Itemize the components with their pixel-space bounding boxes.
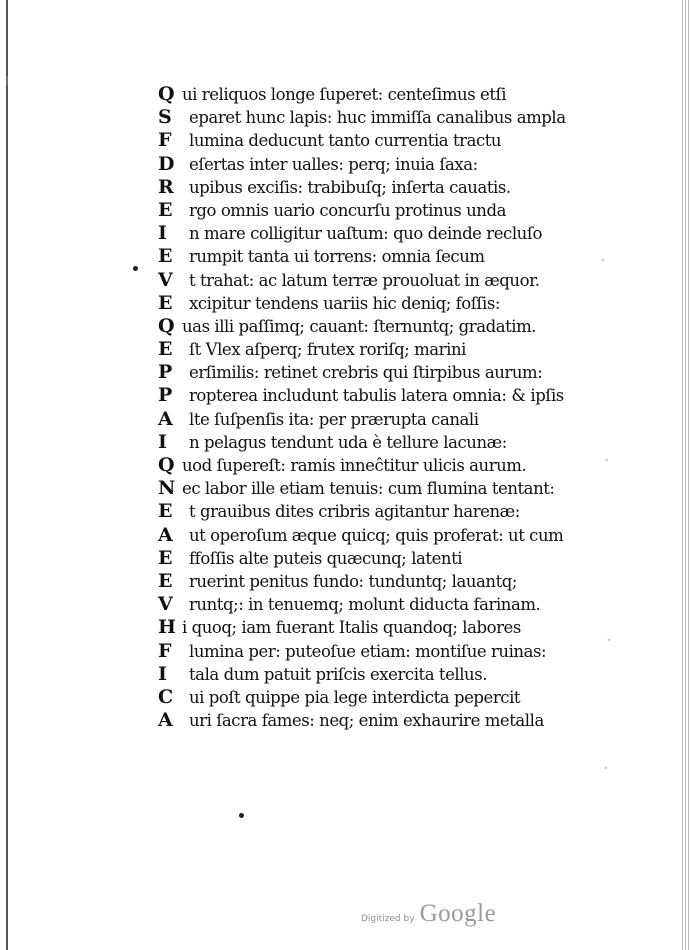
verse-line: [158, 83, 628, 106]
verse-line: [158, 686, 628, 709]
verse-text: t grauibus dites cribris agitantur harenæ:: [189, 502, 520, 522]
verse-line: [158, 338, 628, 361]
verse-line: [158, 431, 628, 454]
verse-line: [158, 176, 628, 199]
verse-text: ropterea includunt tabulis latera omnia: & ipſis: [189, 386, 564, 406]
verse-initial: V: [158, 593, 173, 616]
verse-line: [158, 477, 628, 500]
verse-text: erſimilis: retinet crebris qui ſtirpibus aurum:: [189, 363, 543, 383]
verse-line: [158, 315, 628, 338]
verse-text: uod ſupereſt: ramis inneĉtitur ulicis aurum.: [182, 456, 527, 475]
verse-text: upibus exciſis: trabibuſq; inſerta cauatis.: [189, 177, 511, 197]
verse-line: [158, 570, 628, 593]
verse-line: [158, 547, 628, 570]
bleed-through-mark: ·: [603, 758, 609, 779]
verse-text: lumina deducunt tanto currentia tractu: [189, 131, 502, 151]
verse-block: [158, 83, 628, 732]
verse-line: [158, 709, 628, 732]
verse-initial: A: [158, 407, 173, 430]
verse-text: uri ſacra fames: neq; enim exhaurire metalla: [189, 711, 544, 731]
bleed-through-mark: ·: [600, 250, 606, 271]
verse-initial: D: [158, 152, 175, 175]
verse-text: ec labor ille etiam tenuis: cum flumina tentant:: [182, 479, 555, 499]
verse-line: [158, 640, 628, 663]
verse-initial: E: [158, 245, 173, 268]
verse-text: runtq;: in tenuemq; molunt diducta farinam.: [189, 595, 541, 615]
verse-initial: E: [158, 198, 173, 221]
verse-initial: A: [158, 523, 173, 546]
verse-initial: A: [158, 709, 173, 732]
bleed-through-mark: ·: [606, 630, 612, 651]
verse-text: ffoſſis alte puteis quæcunq; latenti: [189, 548, 463, 568]
verse-initial: Q: [158, 83, 175, 105]
verse-initial: H: [158, 616, 176, 639]
verse-initial: E: [158, 291, 173, 314]
verse-line: [158, 245, 628, 268]
verse-initial: C: [158, 685, 174, 708]
verse-line: [158, 199, 628, 222]
verse-initial: V: [158, 268, 173, 291]
verse-text: tala dum patuit priſcis exercita tellus.: [189, 664, 488, 684]
verse-initial: N: [158, 477, 176, 500]
verse-line: [158, 593, 628, 616]
verse-line: [158, 616, 628, 639]
verse-text: ſt Vlex aſperq; frutex roriſq; marini: [189, 340, 466, 360]
verse-initial: F: [158, 639, 172, 662]
page-left-edge: [6, 0, 8, 950]
page-right-edge: [682, 0, 690, 950]
verse-initial: I: [158, 222, 167, 245]
verse-line: [158, 500, 628, 523]
verse-text: lte ſuſpenſis ita: per prærupta canali: [189, 409, 479, 429]
verse-text: ui reliquos longe ſuperet: centeſimus etſi: [182, 85, 507, 104]
verse-text: n pelagus tendunt uda è tellure lacunæ:: [189, 432, 507, 452]
verse-initial: R: [158, 175, 174, 198]
google-logo: Google: [419, 900, 497, 927]
verse-text: rumpit tanta ui torrens: omnia ſecum: [189, 247, 485, 267]
verse-line: [158, 222, 628, 245]
verse-line: [158, 384, 628, 407]
verse-line: [158, 524, 628, 547]
verse-line: [158, 106, 628, 129]
verse-initial: E: [158, 569, 173, 592]
verse-text: eſertas inter ualles: perq; inuia ſaxa:: [189, 154, 478, 174]
verse-text: uas illi paſſimq; cauant: ſternuntq; gradatim.: [182, 316, 537, 336]
verse-text: ut operoſum æque quicq; quis proferat: ut cum: [189, 525, 564, 545]
verse-initial: S: [158, 106, 172, 129]
verse-line: [158, 361, 628, 384]
verse-initial: E: [158, 338, 173, 361]
verse-initial: F: [158, 129, 172, 152]
bleed-through-mark: ·: [604, 450, 610, 471]
verse-text: ui poſt quippe pia lege interdicta pepercit: [189, 687, 521, 707]
verse-text: n mare colligitur uaſtum: quo deinde recluſo: [189, 224, 542, 244]
watermark-prefix: Digitized by: [361, 914, 415, 924]
verse-initial: Q: [158, 454, 175, 476]
verse-line: [158, 153, 628, 176]
ink-dot: [239, 813, 244, 818]
verse-initial: Q: [158, 314, 175, 337]
verse-text: eparet hunc lapis: huc immiſſa canalibus ampla: [189, 108, 566, 128]
verse-line: [158, 292, 628, 315]
verse-initial: P: [158, 384, 173, 407]
verse-initial: I: [158, 662, 167, 685]
verse-text: i quoq; iam fuerant Italis quandoq; labores: [182, 618, 521, 638]
verse-text: t trahat: ac latum terræ prouoluat in æquor.: [189, 270, 540, 290]
verse-initial: E: [158, 500, 173, 523]
verse-initial: E: [158, 546, 173, 569]
verse-text: xcipitur tendens uariis hic deniq; foſſis:: [189, 293, 501, 313]
verse-initial: P: [158, 361, 173, 384]
verse-line: [158, 663, 628, 686]
verse-text: ruerint penitus fundo: tunduntq; lauantq;: [189, 571, 518, 591]
ink-dot: [133, 266, 138, 271]
digitization-watermark: [361, 900, 496, 928]
verse-text: lumina per: puteoſue etiam: montiſue ruinas:: [189, 641, 547, 661]
verse-line: [158, 408, 628, 431]
verse-line: [158, 454, 628, 477]
verse-line: [158, 129, 628, 152]
verse-text: rgo omnis uario concurſu protinus unda: [189, 200, 506, 220]
verse-line: [158, 269, 628, 292]
verse-initial: I: [158, 430, 167, 453]
